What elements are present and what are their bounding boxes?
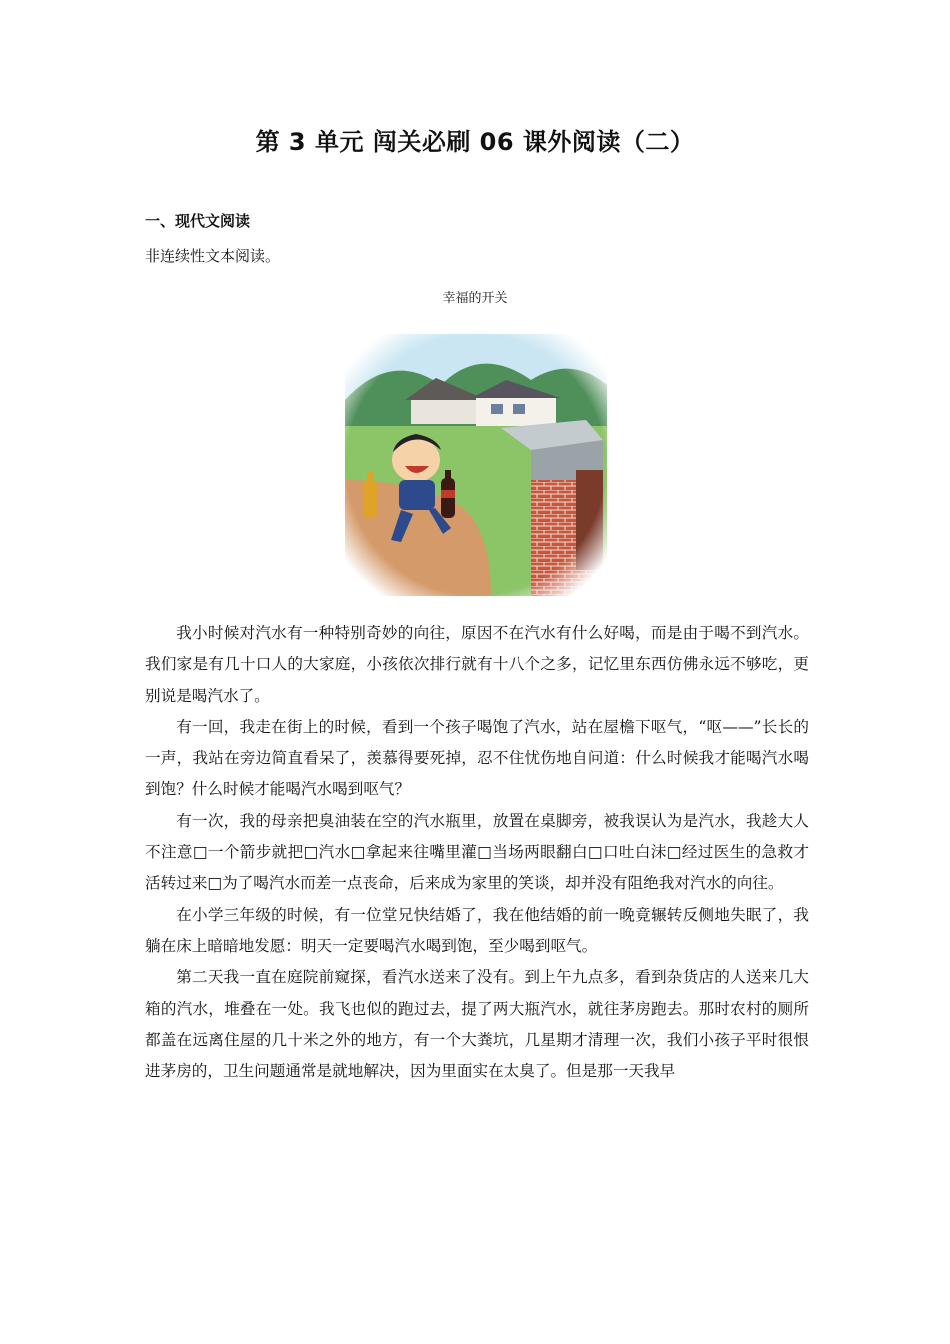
paragraph: 第二天我一直在庭院前窥探，看汽水送来了没有。到上午九点多，看到杂货店的人送来几大箱的汽水，堆叠在一处。我飞也似的跑过去，提了两大瓶汽水，就往茅房跑去。那时农村的厕所都盖在远离住屋的几十米之外的地方，有一个大粪坑，几星期才清理一次，我们小孩子平时很恨进茅房的，卫生问题通常是就地解决，因为里面实在太臭了。但是那一天我早 (145, 968, 809, 1081)
story-illustration (341, 330, 611, 600)
paragraph: 有一回，我走在街上的时候，看到一个孩子喝饱了汽水，站在屋檐下呕气，“呕——”长长的一声，我站在旁边简直看呆了，羡慕得要死掉，忍不住忧伤地自问道：什么时候我才能喝汽水喝到饱？什么时候才能喝汽水喝到呕气？ (145, 717, 809, 799)
paragraph: 我小时候对汽水有一种特别奇妙的向往，原因不在汽水有什么好喝，而是由于喝不到汽水。我们家是有几十口人的大家庭，小孩依次排行就有十八个之多，记忆里东西仿佛永远不够吃，更别说是喝汽水了。 (145, 624, 809, 705)
story-title: 幸福的开关 (442, 291, 508, 306)
paragraph: 有一次，我的母亲把臭油装在空的汽水瓶里，放置在桌脚旁，被我误认为是汽水，我趁大人不注意□一个箭步就把□汽水□拿起来往嘴里灌□当场两眼翻白□口吐白沫□经过医生的急救才活转过来□为了喝汽水而差一点丧命，后来成为家里的笑谈，却并没有阻绝我对汽水的向往。 (145, 811, 809, 893)
section-heading: 一、现代文阅读 (145, 212, 251, 230)
page-title: 第 3 单元 闯关必刷 06 课外阅读（二） (255, 128, 695, 156)
story-body (145, 618, 809, 1087)
paragraph: 在小学三年级的时候，有一位堂兄快结婚了，我在他结婚的前一晚竟辗转反侧地失眠了，我躺在床上暗暗地发愿：明天一定要喝汽水喝到饱，至少喝到呕气。 (145, 905, 809, 955)
intro-text: 非连续性文本阅读。 (145, 247, 281, 265)
